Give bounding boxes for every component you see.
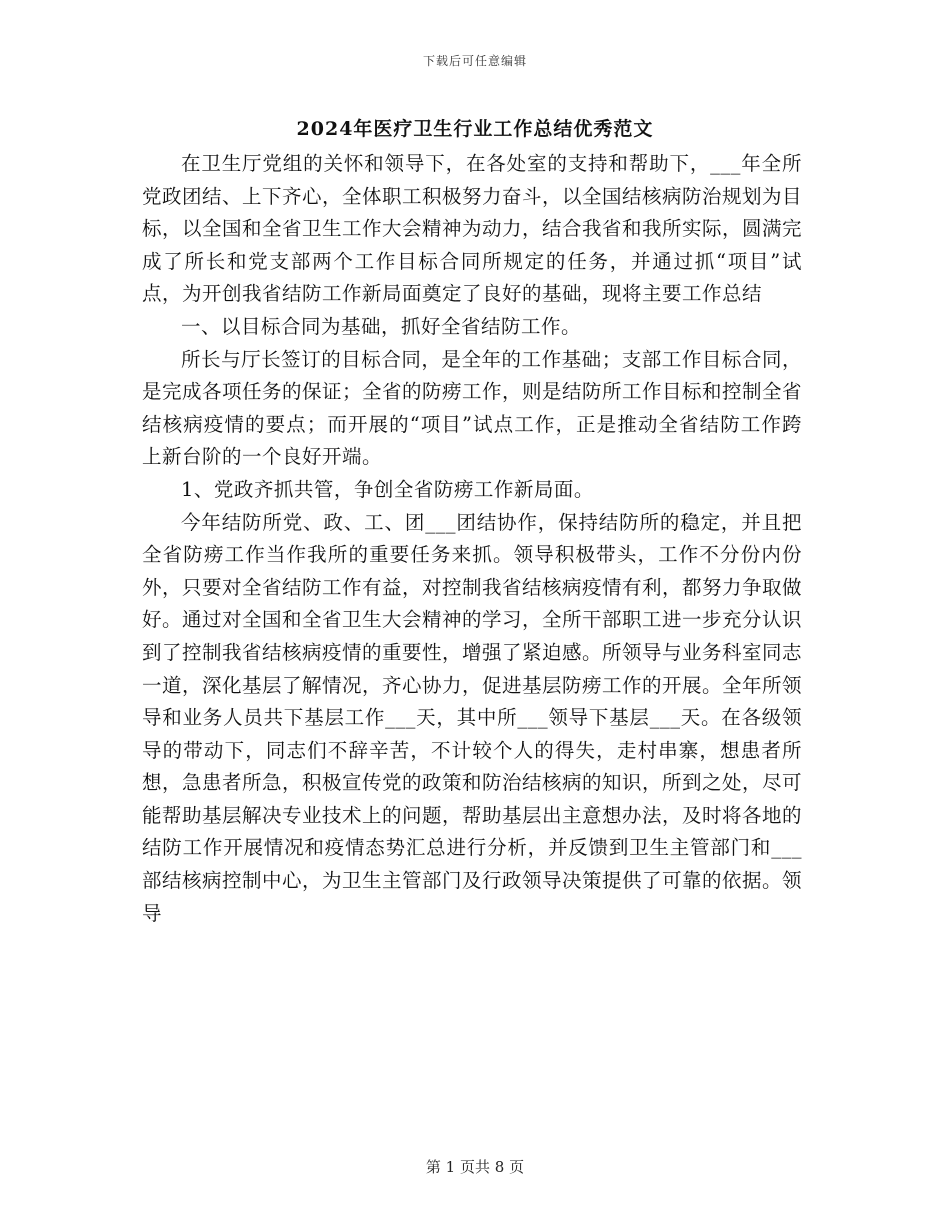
- paragraph-party-work: 今年结防所党、政、工、团___团结协作，保持结防所的稳定，并且把全省防痨工作当作我所的重要任务来抓。领导积极带头，工作不分份内份外，只要对全省结防工作有益，对控制我省结核病疫情有利，都努力争取做好。通过对全国和全省卫生大会精神的学习，全所干部职工进一步充分认识到了控制我省结核病疫情的重要性，增强了紧迫感。所领导与业务科室同志一道，深化基层了解情况，齐心协力，促进基层防痨工作的开展。全年所领导和业务人员共下基层工作___天，其中所___领导下基层___天。在各级领导的带动下，同志们不辞辛苦，不计较个人的得失，走村串寨，想患者所想，急患者所急，积极宣传党的政策和防治结核病的知识，所到之处，尽可能帮助基层解决专业技术上的问题，帮助基层出主意想办法，及时将各地的结防工作开展情况和疫情态势汇总进行分析，并反馈到卫生主管部门和___部结核病控制中心，为卫生主管部门及行政领导决策提供了可靠的依据。领导: [142, 510, 803, 925]
- paragraph-intro: 在卫生厅党组的关怀和领导下，在各处室的支持和帮助下，___年全所党政团结、上下齐心，全体职工积极努力奋斗，以全国结核病防治规划为目标，以全国和全省卫生工作大会精神为动力，结合我省和我所实际，圆满完成了所长和党支部两个工作目标合同所规定的任务，并通过抓“项目”试点，为开创我省结防工作新局面奠定了良好的基础，现将主要工作总结: [142, 152, 803, 306]
- paragraph-subheading-1: 1、党政齐抓共管，争创全省防痨工作新局面。: [181, 477, 594, 501]
- paragraph-target-contract: 所长与厅长签订的目标合同，是全年的工作基础；支部工作目标合同，是完成各项任务的保证；全省的防痨工作，则是结防所工作目标和控制全省结核病疫情的要点；而开展的“项目”试点工作，正是推动全省结防工作跨上新台阶的一个良好开端。: [142, 347, 803, 469]
- header-note: 下载后可任意编辑: [422, 54, 527, 68]
- paragraph-section-heading: 一、以目标合同为基础，抓好全省结防工作。: [181, 314, 582, 338]
- page-number-footer: 第 1 页共 8 页: [425, 1158, 525, 1176]
- document-body: [142, 148, 802, 930]
- document-title: 2024年医疗卫生行业工作总结优秀范文: [296, 118, 654, 140]
